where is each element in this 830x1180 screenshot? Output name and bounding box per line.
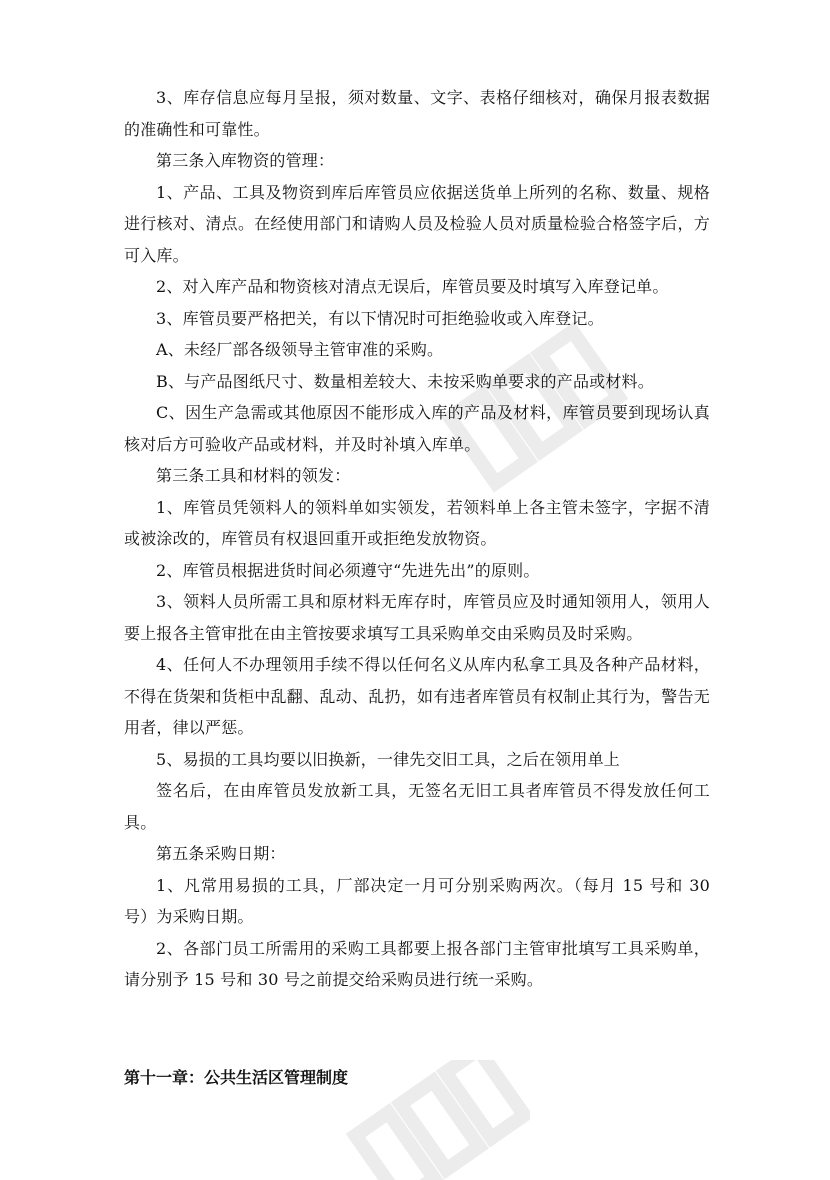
paragraph: 1、产品、工具及物资到库后库管员应依据送货单上所列的名称、数量、规格进行核对、清点。在经使用部门和请购人员及检验人员对质量检验合格签字后，方可入库。 — [124, 182, 710, 265]
list-item: A、未经厂部各级领导主管审准的采购。 — [156, 340, 444, 359]
paragraph: 1、库管员凭领料人的领料单如实领发，若领料单上各主管未签字，字据不清或被涂改的，库管员有权退回重开或拒绝发放物资。 — [124, 497, 710, 548]
list-item: B、与产品图纸尺寸、数量相差较大、未按采购单要求的产品或材料。 — [156, 371, 654, 391]
paragraph: 3、库存信息应每月呈报，须对数量、文字、表格仔细核对，确保月报表数据的准确性和可靠性。 — [124, 88, 710, 139]
paragraph: 2、库管员根据进货时间必须遵守“先进先出”的原则。 — [156, 560, 540, 580]
chapter-heading: 第十一章：公共生活区管理制度 — [124, 1068, 349, 1087]
section-heading: 第五条采购日期： — [156, 844, 286, 863]
paragraph: 4、任何人不办理领用手续不得以任何名义从库内私拿工具及各种产品材料，不得在货架和货柜中乱翻、乱动、乱扔，如有违者库管员有权制止其行为，警告无用者，律以严惩。 — [124, 655, 710, 737]
paragraph: 2、各部门员工所需用的采购工具都要上报各部门主管审批填写工具采购单，请分别予 15 号和 30 号之前提交给采购员进行统一采购。 — [124, 938, 710, 989]
paragraph: 签名后，在由库管员发放新工具，无签名无旧工具者库管员不得发放任何工具。 — [124, 781, 710, 832]
paragraph: 2、对入库产品和物资核对清点无误后，库管员要及时填写入库登记单。 — [156, 277, 669, 296]
paragraph: 5、易损的工具均要以旧换新，一律先交旧工具，之后在领用单上 — [156, 749, 620, 769]
paragraph: 3、库管员要严格把关，有以下情况时可拒绝验收或入库登记。 — [156, 308, 604, 328]
paragraph: 3、领料人员所需工具和原材料无库存时，库管员应及时通知领用人，领用人要上报各主管审批在由主管按要求填写工具采购单交由采购员及时采购。 — [124, 592, 710, 643]
document-body — [124, 82, 710, 996]
list-item: C、因生产急需或其他原因不能形成入库的产品及材料，库管员要到现场认真核对后方可验收产品或材料，并及时补填入库单。 — [124, 403, 710, 454]
section-heading: 第三条入库物资的管理： — [156, 151, 335, 170]
section-heading: 第三条工具和材料的领发： — [156, 466, 351, 485]
paragraph: 1、凡常用易损的工具，厂部决定一月可分别采购两次。（每月 15 号和 30 号）为采购日期。 — [124, 875, 710, 926]
